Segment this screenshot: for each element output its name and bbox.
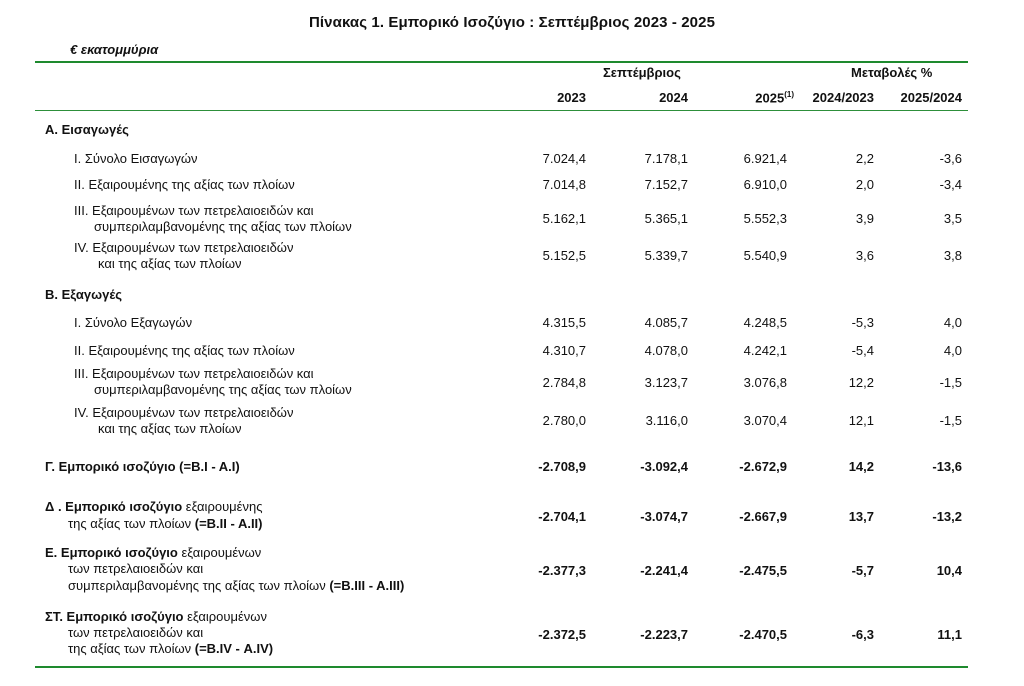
row-label: I. Σύνολο Εξαγωγών (74, 315, 193, 330)
value-2025: 3.076,8 (743, 375, 787, 390)
change-2024-2023: -5,7 (851, 563, 874, 578)
row-label: IV. Εξαιρουμένων των πετρελαιοειδών (74, 240, 294, 255)
row-label-continued: συμπεριλαμβανομένης της αξίας των πλοίων (94, 382, 352, 397)
header-group-month: Σεπτέμβριος (603, 65, 681, 80)
top-rule (35, 61, 968, 63)
change-2025-2024: 11,1 (937, 627, 962, 642)
row-label: III. Εξαιρουμένων των πετρελαιοειδών και (74, 366, 314, 381)
value-2023: -2.377,3 (538, 563, 586, 578)
value-2024: 3.123,7 (644, 375, 688, 390)
value-2023: 4.315,5 (542, 315, 586, 330)
change-2025-2024: -13,6 (932, 459, 962, 474)
balance-label-normal: εξαιρουμένων (177, 545, 262, 560)
value-2023: -2.708,9 (538, 459, 586, 474)
row-label: III. Εξαιρουμένων των πετρελαιοειδών και (74, 203, 314, 218)
header-col-change-2025-2024: 2025/2024 (900, 90, 962, 105)
change-2025-2024: -1,5 (939, 375, 962, 390)
change-2025-2024: 4,0 (943, 343, 962, 358)
section-exports: Β. Εξαγωγές (45, 287, 122, 302)
balance-label-bold: Ε. Εμπορικό ισοζύγιο (45, 545, 178, 560)
balance-label-bold: ΣΤ. Εμπορικό ισοζύγιο (45, 609, 184, 624)
unit-label: € εκατομμύρια (70, 42, 159, 57)
value-2023: 2.780,0 (542, 413, 586, 428)
row-label: II. Εξαιρουμένης της αξίας των πλοίων (74, 177, 295, 192)
balance-label-normal: της αξίας των πλοίων (68, 516, 195, 531)
value-2023: -2.372,5 (538, 627, 586, 642)
header-col-2023: 2023 (557, 90, 586, 105)
value-2023: 7.014,8 (542, 177, 586, 192)
row-label: IV. Εξαιρουμένων των πετρελαιοειδών (74, 405, 294, 420)
balance-label-continued (68, 641, 273, 657)
header-col-2025 (718, 90, 794, 105)
change-2025-2024: 3,5 (943, 211, 962, 226)
value-2024: -3.092,4 (640, 459, 688, 474)
change-2025-2024: 10,4 (936, 563, 962, 578)
balance-label-normal: συμπεριλαμβανομένης της αξίας των πλοίων (68, 578, 330, 593)
header-rule (35, 110, 968, 111)
change-2024-2023: 12,1 (848, 413, 874, 428)
balance-label-continued (68, 516, 263, 532)
value-2025: 4.248,5 (743, 315, 787, 330)
change-2025-2024: 4,0 (943, 315, 962, 330)
header-group-change: Μεταβολές % (851, 65, 933, 80)
value-2024: 5.339,7 (644, 248, 688, 263)
value-2024: 3.116,0 (645, 413, 688, 428)
table-title: Πίνακας 1. Εμπορικό Ισοζύγιο : Σεπτέμβριος 2023 - 2025 (308, 14, 716, 31)
value-2025: 6.910,0 (743, 177, 787, 192)
balance-label (45, 499, 262, 515)
section-imports: Α. Εισαγωγές (45, 122, 129, 137)
value-2023: 2.784,8 (542, 375, 586, 390)
value-2023: 5.162,1 (542, 211, 586, 226)
change-2025-2024: -13,2 (932, 509, 962, 524)
value-2025: 4.242,1 (743, 343, 787, 358)
value-2025: 3.070,4 (743, 413, 787, 428)
header-col-change-2024-2023: 2024/2023 (812, 90, 874, 105)
header-col-2025-year: 2025 (755, 90, 785, 106)
value-2023: 7.024,4 (542, 151, 586, 166)
value-2025: 5.552,3 (743, 211, 787, 226)
change-2025-2024: -1,5 (939, 413, 962, 428)
change-2024-2023: 2,0 (855, 177, 874, 192)
value-2024: -2.241,4 (640, 563, 688, 578)
value-2025: -2.475,5 (739, 563, 787, 578)
bottom-rule (35, 666, 968, 668)
value-2024: -3.074,7 (640, 509, 688, 524)
change-2024-2023: 3,9 (855, 211, 874, 226)
header-col-2024: 2024 (659, 90, 688, 105)
balance-label-bold: Δ . Εμπορικό ισοζύγιο (45, 499, 183, 514)
value-2025: -2.672,9 (739, 459, 787, 474)
value-2024: -2.223,7 (640, 627, 688, 642)
balance-label-normal: εξαιρουμένης (182, 499, 263, 514)
value-2025: 6.921,4 (743, 151, 787, 166)
row-label-continued: και της αξίας των πλοίων (98, 421, 242, 436)
balance-label-continued (68, 578, 404, 594)
change-2025-2024: -3,4 (939, 177, 962, 192)
row-label: I. Σύνολο Εισαγωγών (74, 151, 198, 166)
value-2024: 5.365,1 (644, 211, 688, 226)
value-2024: 4.078,0 (644, 343, 688, 358)
balance-label-continued: των πετρελαιοειδών και (68, 625, 204, 640)
value-2023: 5.152,5 (542, 248, 586, 263)
change-2024-2023: 2,2 (855, 151, 874, 166)
balance-label (45, 609, 267, 625)
balance-label-bold: Γ. Εμπορικό ισοζύγιο (=Β.Ι - Α.Ι) (45, 459, 240, 474)
balance-label-continued: των πετρελαιοειδών και (68, 561, 204, 576)
value-2023: 4.310,7 (542, 343, 586, 358)
balance-label-normal: της αξίας των πλοίων (68, 641, 195, 656)
balance-label-normal: εξαιρουμένων (183, 609, 267, 624)
change-2024-2023: 3,6 (855, 248, 874, 263)
change-2024-2023: 14,2 (848, 459, 874, 474)
balance-label-bold: (=Β.ΙV - Α.ΙV) (194, 641, 274, 656)
row-label-continued: και της αξίας των πλοίων (98, 256, 242, 271)
value-2025: 5.540,9 (743, 248, 787, 263)
change-2024-2023: -6,3 (851, 627, 874, 642)
row-label: II. Εξαιρουμένης της αξίας των πλοίων (74, 343, 295, 358)
balance-label-bold: (=Β.ΙΙΙ - Α.ΙΙΙ) (329, 578, 405, 593)
change-2024-2023: -5,4 (851, 343, 874, 358)
value-2023: -2.704,1 (538, 509, 586, 524)
change-2024-2023: 13,7 (848, 509, 874, 524)
balance-label (45, 545, 261, 561)
value-2024: 4.085,7 (644, 315, 688, 330)
row-label-continued: συμπεριλαμβανομένης της αξίας των πλοίων (94, 219, 352, 234)
header-footnote-mark: (1) (784, 90, 794, 99)
change-2024-2023: -5,3 (851, 315, 874, 330)
balance-label-bold: (=Β.ΙΙ - Α.ΙΙ) (194, 516, 263, 531)
change-2024-2023: 12,2 (848, 375, 874, 390)
value-2024: 7.178,1 (644, 151, 688, 166)
balance-label (45, 459, 240, 475)
change-2025-2024: -3,6 (939, 151, 962, 166)
value-2025: -2.470,5 (739, 627, 787, 642)
change-2025-2024: 3,8 (943, 248, 962, 263)
value-2025: -2.667,9 (739, 509, 787, 524)
value-2024: 7.152,7 (644, 177, 688, 192)
